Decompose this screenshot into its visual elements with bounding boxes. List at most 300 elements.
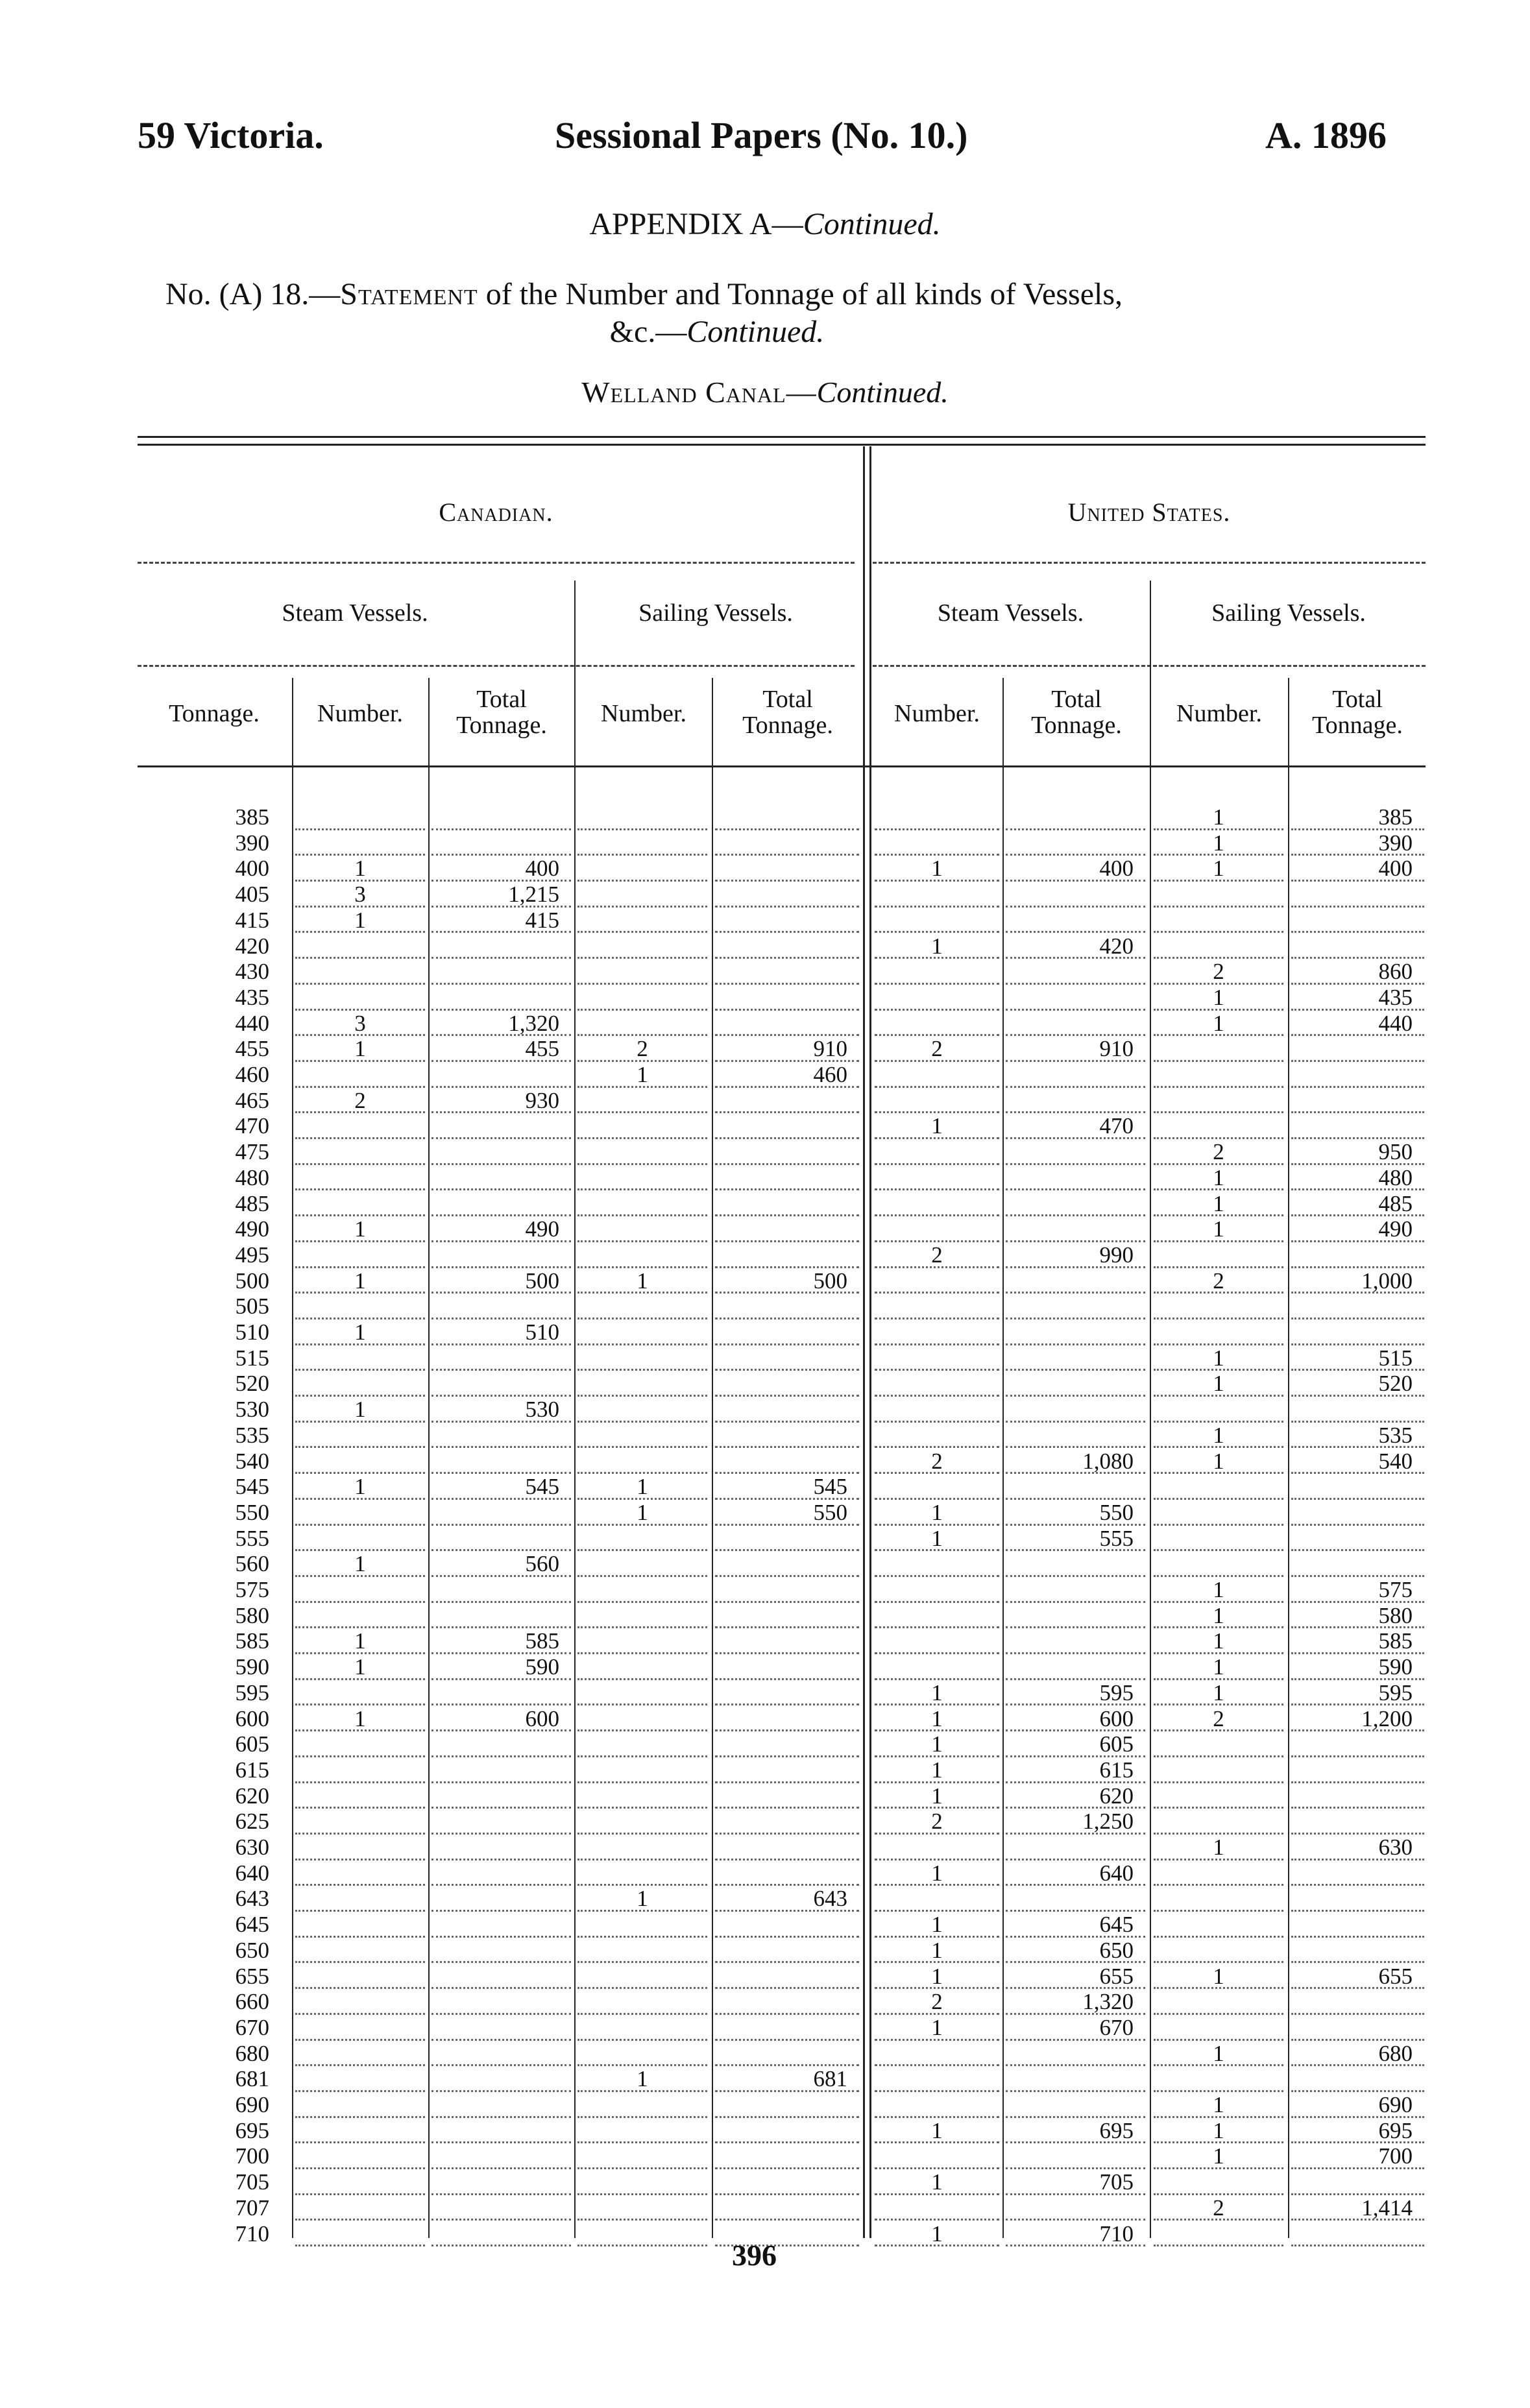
ca-sail-total-cell (715, 1191, 859, 1217)
table-row (0, 2118, 1530, 2144)
us-steam-number-cell (875, 1191, 999, 1217)
table-row (0, 1191, 1530, 1217)
table-top-rule-2 (138, 444, 1426, 446)
ca-steam-total-cell (431, 1809, 571, 1835)
us-steam-number-cell: 2 (875, 1449, 999, 1475)
table-row (0, 2066, 1530, 2092)
us-steam-total-cell (1006, 1345, 1145, 1371)
tonnage-cell: 540 (235, 1448, 269, 1474)
us-steam-total-cell (1006, 2195, 1145, 2221)
ca-sail-number-cell: 1 (577, 2066, 707, 2092)
ca-sail-number-cell (577, 2221, 707, 2247)
us-steam-number-cell: 1 (875, 1731, 999, 1757)
ca-sail-number-cell (577, 804, 707, 830)
us-steam-number-cell (875, 1319, 999, 1345)
us-sail-total-cell: 400 (1291, 856, 1424, 882)
us-steam-number-cell (875, 2195, 999, 2221)
us-steam-total-cell: 710 (1006, 2221, 1145, 2247)
ca-sail-number-cell: 1 (577, 1474, 707, 1500)
us-sail-number-cell (1154, 1886, 1283, 1912)
us-sail-number-cell (1154, 1062, 1283, 1088)
ca-steam-total-cell (431, 985, 571, 1011)
us-sail-number-cell (1154, 1938, 1283, 1964)
us-steam-total-cell: 645 (1006, 1912, 1145, 1938)
col-tonnage-word: Tonnage. (1031, 712, 1122, 739)
ca-sail-total-cell (715, 1165, 859, 1191)
table-row (0, 1938, 1530, 1964)
tonnage-cell: 650 (235, 1937, 269, 1963)
tonnage-cell: 420 (235, 933, 269, 959)
tonnage-cell: 405 (235, 882, 269, 908)
ca-sail-total-cell (715, 1628, 859, 1654)
us-sail-total-cell: 1,000 (1291, 1268, 1424, 1294)
ca-steam-number-cell: 1 (295, 1628, 425, 1654)
us-steam-total-cell (1006, 1088, 1145, 1114)
ca-sail-total-cell: 545 (715, 1474, 859, 1500)
us-sail-total-cell (1291, 1551, 1424, 1577)
group-rule-canadian (138, 562, 855, 564)
ca-steam-number-cell (295, 1938, 425, 1964)
col-tonnage-word: Tonnage. (742, 712, 833, 739)
us-steam-number-cell: 1 (875, 1783, 999, 1809)
us-steam-number-cell (875, 1577, 999, 1603)
ca-sail-total-cell (715, 882, 859, 908)
ca-sail-total-cell (715, 1706, 859, 1732)
us-sail-total-cell: 690 (1291, 2092, 1424, 2118)
table-row (0, 1551, 1530, 1577)
us-sail-total-cell: 390 (1291, 830, 1424, 856)
ca-sail-total-cell (715, 856, 859, 882)
us-sail-number-cell (1154, 1319, 1283, 1345)
tonnage-cell: 515 (235, 1345, 269, 1371)
us-sail-total-cell: 595 (1291, 1680, 1424, 1706)
us-sail-total-cell: 580 (1291, 1603, 1424, 1629)
ca-sail-number-cell (577, 2015, 707, 2041)
ca-sail-number-cell (577, 1964, 707, 1990)
us-sail-total-cell: 435 (1291, 985, 1424, 1011)
ca-steam-number-cell: 1 (295, 1319, 425, 1345)
us-sail-total-cell (1291, 1886, 1424, 1912)
ca-sail-total-cell (715, 1011, 859, 1037)
us-steam-number-cell: 1 (875, 2118, 999, 2144)
us-sail-total-cell: 695 (1291, 2118, 1424, 2144)
ca-steam-number-cell (295, 1912, 425, 1938)
ca-sail-number-cell (577, 1423, 707, 1449)
us-sail-total-cell: 485 (1291, 1191, 1424, 1217)
tonnage-cell: 385 (235, 804, 269, 830)
tonnage-cell: 440 (235, 1010, 269, 1036)
ca-sail-total-cell (715, 985, 859, 1011)
us-steam-number-cell (875, 1654, 999, 1680)
table-row (0, 1294, 1530, 1319)
ca-sail-total-cell (715, 908, 859, 933)
ca-sail-total-cell (715, 1912, 859, 1938)
ca-steam-number-cell (295, 985, 425, 1011)
ca-steam-total-cell (431, 1680, 571, 1706)
ca-steam-total-cell (431, 1577, 571, 1603)
ca-sail-number-cell (577, 2041, 707, 2067)
ca-sail-total-cell (715, 1680, 859, 1706)
us-steam-total-cell: 655 (1006, 1964, 1145, 1990)
tonnage-cell: 707 (235, 2195, 269, 2221)
table-row (0, 1860, 1530, 1886)
ca-sail-total-cell (715, 959, 859, 985)
statement-text: of the Number and Tonnage of all kinds of Vessels, (478, 277, 1123, 311)
us-steam-total-cell (1006, 1423, 1145, 1449)
us-sail-total-cell (1291, 1113, 1424, 1139)
ca-sail-number-cell (577, 2118, 707, 2144)
us-steam-number-cell (875, 1886, 999, 1912)
us-steam-total-cell: 400 (1006, 856, 1145, 882)
table-row (0, 2041, 1530, 2067)
us-sail-total-cell (1291, 1036, 1424, 1062)
table-row (0, 1474, 1530, 1500)
us-sail-total-cell (1291, 1757, 1424, 1783)
ca-steam-total-cell: 1,320 (431, 1011, 571, 1037)
us-sail-number-cell: 1 (1154, 1216, 1283, 1242)
ca-sail-number-cell (577, 2169, 707, 2195)
ca-sail-number-cell (577, 1242, 707, 1268)
tonnage-cell: 495 (235, 1242, 269, 1268)
ca-sail-total-cell (715, 830, 859, 856)
us-steam-total-cell (1006, 1577, 1145, 1603)
us-steam-total-cell (1006, 2066, 1145, 2092)
us-steam-number-cell: 1 (875, 1964, 999, 1990)
ca-steam-total-cell (431, 2221, 571, 2247)
us-sail-number-cell (1154, 2169, 1283, 2195)
table-row (0, 1577, 1530, 1603)
tonnage-cell: 505 (235, 1294, 269, 1319)
us-steam-total-cell: 420 (1006, 933, 1145, 959)
ca-sail-total-cell (715, 1371, 859, 1397)
ca-sail-number-cell (577, 1938, 707, 1964)
ca-steam-total-cell: 545 (431, 1474, 571, 1500)
us-steam-number-cell (875, 1062, 999, 1088)
ca-sail-number-cell (577, 1551, 707, 1577)
us-steam-number-cell (875, 1216, 999, 1242)
col-total-word: Total (1051, 686, 1102, 713)
table-row (0, 2143, 1530, 2169)
ca-sail-number-cell (577, 959, 707, 985)
ca-sail-total-cell: 643 (715, 1886, 859, 1912)
tonnage-cell: 390 (235, 830, 269, 856)
ca-sail-total-cell (715, 1526, 859, 1552)
us-steam-number-cell (875, 1603, 999, 1629)
group-canadian: Canadian. (439, 498, 553, 527)
us-sail-number-cell: 1 (1154, 1423, 1283, 1449)
appendix-label: APPENDIX A— (589, 207, 803, 241)
us-sail-number-cell: 1 (1154, 1371, 1283, 1397)
ca-steam-total-cell: 530 (431, 1397, 571, 1423)
us-steam-total-cell: 1,320 (1006, 1989, 1145, 2015)
us-steam-total-cell: 695 (1006, 2118, 1145, 2144)
us-steam-number-cell (875, 985, 999, 1011)
ca-sail-number-cell (577, 1809, 707, 1835)
tonnage-cell: 530 (235, 1397, 269, 1423)
us-sail-number-cell (1154, 1526, 1283, 1552)
ca-sail-total-cell (715, 1577, 859, 1603)
header-year: A. 1896 (1265, 114, 1387, 156)
us-steam-number-cell: 1 (875, 1706, 999, 1732)
ca-sail-number-cell (577, 1835, 707, 1860)
ca-sail-number-cell (577, 1319, 707, 1345)
table-row (0, 1423, 1530, 1449)
ca-sail-number-cell (577, 1526, 707, 1552)
us-sail-number-cell: 2 (1154, 1139, 1283, 1165)
ca-sail-number-cell (577, 1731, 707, 1757)
us-steam-number-cell (875, 1345, 999, 1371)
ca-sail-number-cell: 1 (577, 1268, 707, 1294)
ca-steam-total-cell (431, 959, 571, 985)
ca-steam-number-cell (295, 1062, 425, 1088)
us-sail-total-cell (1291, 1809, 1424, 1835)
us-steam-total-cell: 620 (1006, 1783, 1145, 1809)
us-steam-number-cell (875, 1139, 999, 1165)
ca-steam-total-cell: 400 (431, 856, 571, 882)
us-sail-number-cell: 1 (1154, 1654, 1283, 1680)
ca-sail-total-cell: 910 (715, 1036, 859, 1062)
tonnage-cell: 615 (235, 1757, 269, 1783)
ca-steam-number-cell (295, 2169, 425, 2195)
us-steam-total-cell: 910 (1006, 1036, 1145, 1062)
col-ca-sail-total (713, 686, 862, 738)
us-sail-number-cell (1154, 1294, 1283, 1319)
tonnage-cell: 535 (235, 1422, 269, 1448)
ca-sail-number-cell (577, 1783, 707, 1809)
ca-steam-total-cell (431, 1757, 571, 1783)
tonnage-cell: 655 (235, 1963, 269, 1989)
us-steam-total-cell (1006, 1294, 1145, 1319)
table-row (0, 959, 1530, 985)
us-sail-total-cell (1291, 1294, 1424, 1319)
ca-sail-total-cell (715, 1964, 859, 1990)
ca-sail-number-cell (577, 1860, 707, 1886)
us-steam-number-cell: 1 (875, 1500, 999, 1526)
ca-steam-total-cell (431, 830, 571, 856)
col-tonnage: Tonnage. (169, 700, 260, 727)
us-sail-total-cell: 585 (1291, 1628, 1424, 1654)
us-sail-number-cell (1154, 1551, 1283, 1577)
table-row (0, 908, 1530, 933)
us-steam-total-cell (1006, 908, 1145, 933)
tonnage-cell: 700 (235, 2143, 269, 2169)
ca-sail-number-cell: 1 (577, 1886, 707, 1912)
us-steam-number-cell (875, 2143, 999, 2169)
us-steam-number-cell: 1 (875, 856, 999, 882)
us-sail-number-cell: 1 (1154, 985, 1283, 1011)
ca-sail-number-cell: 1 (577, 1062, 707, 1088)
table-row (0, 1345, 1530, 1371)
ca-sail-number-cell (577, 908, 707, 933)
us-sail-total-cell (1291, 2015, 1424, 2041)
us-sail-number-cell: 1 (1154, 2118, 1283, 2144)
us-steam-number-cell (875, 908, 999, 933)
us-sail-total-cell: 490 (1291, 1216, 1424, 1242)
tonnage-cell: 510 (235, 1319, 269, 1345)
group-rule-us (873, 562, 1426, 564)
table-row (0, 1011, 1530, 1037)
us-steam-number-cell (875, 959, 999, 985)
us-sail-total-cell (1291, 1500, 1424, 1526)
us-sail-number-cell (1154, 1731, 1283, 1757)
ca-steam-number-cell (295, 1989, 425, 2015)
ca-sail-number-cell (577, 1011, 707, 1037)
ca-steam-number-cell (295, 1191, 425, 1217)
ca-sail-total-cell (715, 1551, 859, 1577)
ca-sail-number-cell (577, 1757, 707, 1783)
tonnage-cell: 600 (235, 1705, 269, 1731)
us-steam-total-cell (1006, 1886, 1145, 1912)
ca-steam-total-cell: 590 (431, 1654, 571, 1680)
ca-sail-number-cell (577, 1603, 707, 1629)
us-steam-total-cell (1006, 2041, 1145, 2067)
us-sail-number-cell: 1 (1154, 804, 1283, 830)
col-us-sail-total (1289, 686, 1426, 738)
table-row (0, 2015, 1530, 2041)
table-row (0, 1500, 1530, 1526)
us-sail-number-cell (1154, 1036, 1283, 1062)
ca-steam-number-cell (295, 933, 425, 959)
ca-sail-total-cell (715, 2041, 859, 2067)
us-sail-total-cell (1291, 1474, 1424, 1500)
us-steam-total-cell (1006, 2092, 1145, 2118)
ca-steam-number-cell: 1 (295, 1216, 425, 1242)
us-sail-number-cell: 1 (1154, 1345, 1283, 1371)
us-steam-total-cell (1006, 830, 1145, 856)
us-sail-number-cell: 1 (1154, 856, 1283, 882)
us-steam-total-cell: 990 (1006, 1242, 1145, 1268)
us-steam-number-cell: 1 (875, 1860, 999, 1886)
us-steam-total-cell: 650 (1006, 1938, 1145, 1964)
us-sail-number-cell: 1 (1154, 1964, 1283, 1990)
ca-sail-number-cell (577, 1113, 707, 1139)
ca-sail-number-cell (577, 1449, 707, 1475)
col-total-word: Total (1332, 686, 1383, 713)
us-steam-total-cell (1006, 1474, 1145, 1500)
table-row (0, 1113, 1530, 1139)
us-sail-number-cell (1154, 2066, 1283, 2092)
table-row (0, 1835, 1530, 1860)
ca-sail-number-cell (577, 1654, 707, 1680)
table-row (0, 1912, 1530, 1938)
appendix-continued: Continued. (803, 207, 941, 241)
us-steam-number-cell (875, 804, 999, 830)
ca-sail-total-cell (715, 1757, 859, 1783)
ca-sail-number-cell (577, 1371, 707, 1397)
us-steam-number-cell (875, 1165, 999, 1191)
us-sail-total-cell (1291, 1062, 1424, 1088)
ca-steam-number-cell (295, 1449, 425, 1475)
us-sail-total-cell: 535 (1291, 1423, 1424, 1449)
table-row (0, 2169, 1530, 2195)
header-session: 59 Victoria. (138, 114, 324, 156)
tonnage-cell: 430 (235, 959, 269, 985)
us-sail-number-cell (1154, 1474, 1283, 1500)
us-steam-number-cell (875, 882, 999, 908)
tonnage-cell: 605 (235, 1731, 269, 1757)
table-top-rule (138, 436, 1426, 438)
ca-sail-total-cell (715, 1938, 859, 1964)
ca-sail-total-cell (715, 2143, 859, 2169)
ca-steam-total-cell: 510 (431, 1319, 571, 1345)
tonnage-cell: 480 (235, 1164, 269, 1190)
canal-name: Welland Canal— (581, 376, 817, 409)
us-sail-number-cell: 1 (1154, 1628, 1283, 1654)
ca-sail-total-cell (715, 1860, 859, 1886)
statement-word: Statement (340, 277, 478, 311)
us-steam-total-cell: 595 (1006, 1680, 1145, 1706)
us-sail-total-cell: 575 (1291, 1577, 1424, 1603)
ca-sail-total-cell (715, 2195, 859, 2221)
ca-sail-number-cell: 2 (577, 1036, 707, 1062)
ca-sail-total-cell (715, 1809, 859, 1835)
us-sail-number-cell: 1 (1154, 1011, 1283, 1037)
ca-sail-number-cell: 1 (577, 1500, 707, 1526)
tonnage-cell: 490 (235, 1216, 269, 1242)
ca-steam-number-cell (295, 959, 425, 985)
ca-sail-number-cell (577, 1912, 707, 1938)
ca-steam-total-cell (431, 1912, 571, 1938)
ca-sail-total-cell (715, 1423, 859, 1449)
us-sail-number-cell (1154, 1912, 1283, 1938)
ca-sail-number-cell (577, 933, 707, 959)
ca-steam-total-cell (431, 2092, 571, 2118)
us-steam-total-cell (1006, 1371, 1145, 1397)
us-sail-total-cell (1291, 1397, 1424, 1423)
tonnage-cell: 645 (235, 1912, 269, 1938)
ca-steam-number-cell (295, 1783, 425, 1809)
ca-steam-number-cell: 1 (295, 1474, 425, 1500)
ca-steam-total-cell: 455 (431, 1036, 571, 1062)
tonnage-cell: 660 (235, 1989, 269, 2015)
table-row (0, 1783, 1530, 1809)
col-ca-sail-number: Number. (601, 700, 686, 727)
us-sail-number-cell: 2 (1154, 1268, 1283, 1294)
ca-steam-total-cell: 1,215 (431, 882, 571, 908)
table-row (0, 985, 1530, 1011)
ca-steam-number-cell (295, 2143, 425, 2169)
ca-steam-number-cell (295, 1139, 425, 1165)
us-steam-total-cell: 600 (1006, 1706, 1145, 1732)
tonnage-cell: 585 (235, 1628, 269, 1654)
ca-sail-number-cell (577, 1680, 707, 1706)
ca-sail-total-cell (715, 1397, 859, 1423)
us-sail-number-cell: 1 (1154, 2092, 1283, 2118)
table-row (0, 1680, 1530, 1706)
ca-sail-total-cell (715, 2169, 859, 2195)
us-steam-total-cell (1006, 1216, 1145, 1242)
ca-sail-number-cell (577, 1191, 707, 1217)
subgroup-rule-right (873, 665, 1426, 667)
us-steam-number-cell (875, 1628, 999, 1654)
us-steam-total-cell: 605 (1006, 1731, 1145, 1757)
us-sail-total-cell: 480 (1291, 1165, 1424, 1191)
ca-steam-total-cell (431, 1731, 571, 1757)
us-sail-number-cell (1154, 1809, 1283, 1835)
ca-steam-total-cell (431, 1500, 571, 1526)
tonnage-cell: 590 (235, 1654, 269, 1680)
us-sail-number-cell: 1 (1154, 1191, 1283, 1217)
ca-steam-total-cell (431, 1989, 571, 2015)
tonnage-cell: 560 (235, 1551, 269, 1577)
ca-steam-number-cell (295, 2066, 425, 2092)
us-sail-number-cell (1154, 1113, 1283, 1139)
ca-sail-total-cell (715, 933, 859, 959)
ca-steam-total-cell: 930 (431, 1088, 571, 1114)
ca-steam-total-cell (431, 1345, 571, 1371)
ca-steam-number-cell (295, 1809, 425, 1835)
ca-sail-total-cell (715, 1139, 859, 1165)
